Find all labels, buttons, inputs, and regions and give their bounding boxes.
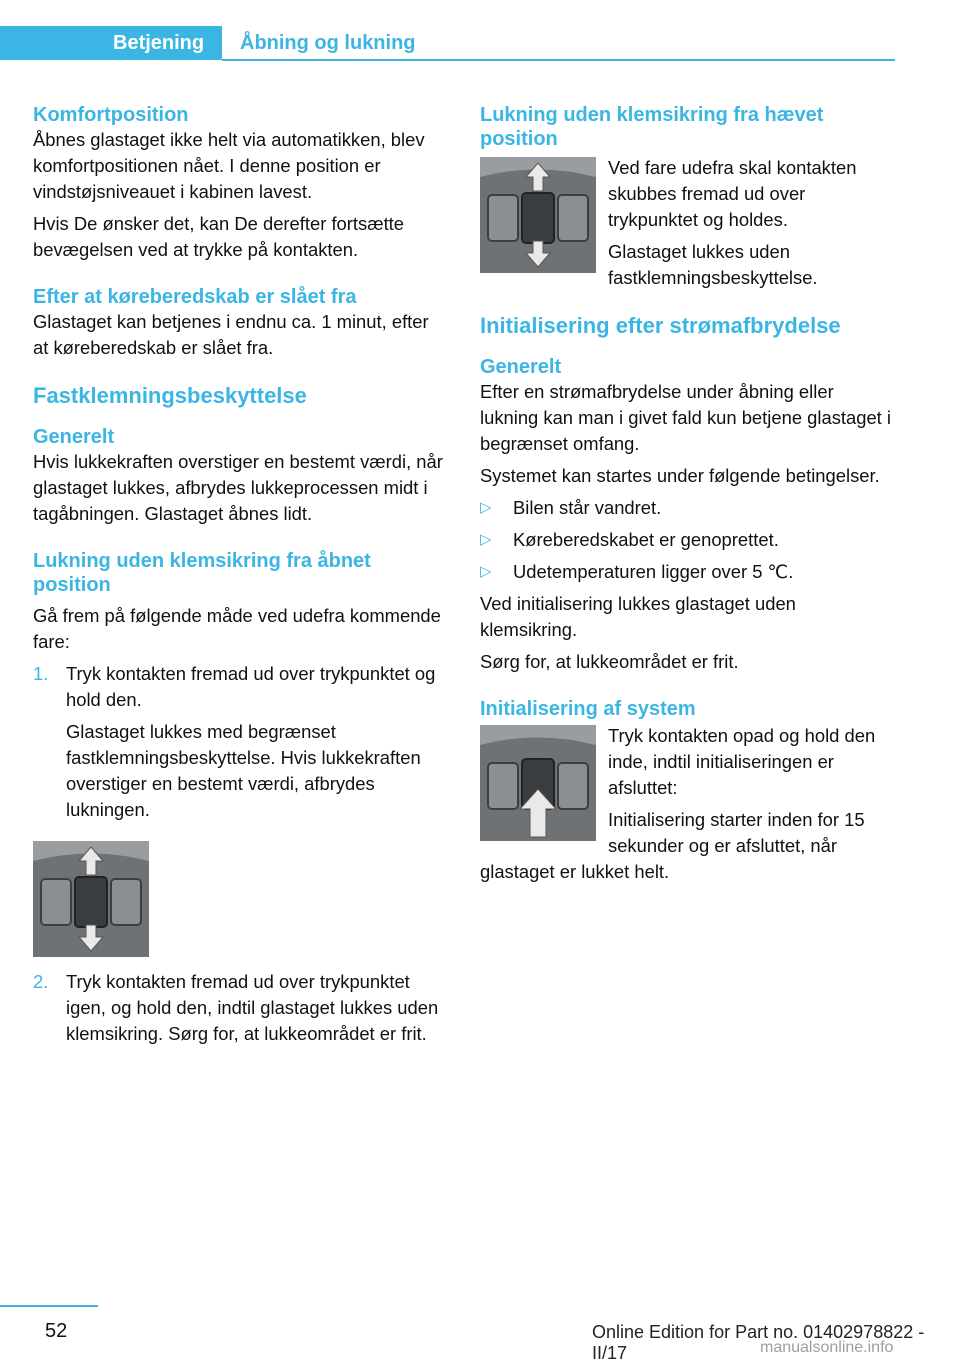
komfort-heading: Komfortposition: [33, 104, 189, 126]
fast-heading: Fastklemningsbeskyttelse: [33, 383, 307, 408]
step-1: [33, 661, 447, 823]
footer-rule: [0, 1305, 98, 1307]
triangle-right-icon: ▷: [480, 531, 492, 548]
step-2: [33, 969, 447, 1047]
system-heading: Initialisering af system: [480, 698, 696, 720]
roof-switch-icon: [480, 157, 596, 273]
roof-switch-icon: [480, 725, 596, 841]
edition-note: Online Edition for Part no. 01402978822 - II/17: [592, 1322, 925, 1363]
fast-subheading: Generelt: [33, 426, 115, 448]
step-text: Tryk kontakten fremad ud over trykpunktet og hold den.: [66, 663, 436, 710]
haevet-p2: Glastaget lukkes uden fastklemningsbeskyttelse.: [608, 241, 818, 288]
efter-heading: Efter at køreberedskab er slået fra: [33, 286, 357, 308]
watermark: manualsonline.info: [760, 1339, 894, 1356]
aabnet-steps: [33, 661, 447, 823]
system-p1: Tryk kontakten opad og hold den inde, indtil initialiseringen er afsluttet:: [608, 725, 876, 798]
triangle-right-icon: ▷: [480, 563, 492, 580]
page-number: 52: [45, 1320, 68, 1342]
page-header: [0, 26, 895, 60]
chapter-tab: Betjening: [0, 26, 222, 60]
header-rule: [222, 59, 895, 61]
init-conditions: [480, 495, 894, 585]
step-text-2: Glastaget lukkes med begrænset fastklemningsbeskyttelse. Hvis lukkekraften overstiger en bestemt værdi, afbrydes lukningen.: [66, 721, 421, 820]
aabnet-intro: Gå frem på følgende måde ved udefra kommende fare:: [33, 605, 441, 652]
switch-illustration-up: [480, 725, 596, 841]
section-title: Åbning og lukning: [240, 32, 416, 54]
aabnet-heading: Lukning uden klemsikring fra åbnet position: [33, 550, 371, 596]
komfort-p1: Åbnes glastaget ikke helt via automatikken, blev komfortpositionen nået. I denne position er vindstøjsniveauet i kabinen lavest.: [33, 129, 425, 202]
init-p4: Sørg for, at lukkeområdet er frit.: [480, 651, 739, 672]
init-subheading: Generelt: [480, 356, 562, 378]
system-p2: Initialisering starter inden for 15 sekunder og er afsluttet, når glastaget er lukket helt.: [480, 809, 865, 882]
triangle-right-icon: ▷: [480, 499, 492, 516]
roof-switch-icon: [33, 841, 149, 957]
switch-illustration-up-down: [33, 841, 149, 957]
aabnet-steps-cont: [33, 969, 447, 1047]
haevet-heading: Lukning uden klemsikring fra hævet position: [480, 104, 824, 150]
init-p2: Systemet kan startes under følgende betingelser.: [480, 465, 880, 486]
init-p1: Efter en strømafbrydelse under åbning eller lukning kan man i givet fald kun betjene glastaget i begrænset omfang.: [480, 381, 891, 454]
fast-p1: Hvis lukkekraften overstiger en bestemt værdi, når glastaget lukkes, afbrydes lukkeprocessen midt i tagåbningen. Glastaget åbnes lidt.: [33, 451, 443, 524]
init-heading: Initialisering efter strømafbrydelse: [480, 313, 841, 338]
init-p3: Ved initialisering lukkes glastaget uden klemsikring.: [480, 593, 796, 640]
left-column: [33, 103, 447, 1047]
condition-item: ▷ Bilen står vandret.: [480, 495, 894, 521]
step-number: 1.: [33, 663, 49, 684]
system-block: [480, 723, 894, 885]
right-column: [480, 103, 894, 885]
haevet-p1: Ved fare udefra skal kontakten skubbes fremad ud over trykpunktet og holdes.: [608, 157, 857, 230]
efter-p1: Glastaget kan betjenes i endnu ca. 1 minut, efter at køreberedskab er slået fra.: [33, 311, 429, 358]
condition-item: ▷ Udetemperaturen ligger over 5 ℃.: [480, 559, 894, 585]
komfort-p2: Hvis De ønsker det, kan De derefter fortsætte bevægelsen ved at trykke på kontakten.: [33, 213, 405, 260]
condition-item: ▷ Køreberedskabet er genoprettet.: [480, 527, 894, 553]
switch-illustration-forward: [480, 157, 596, 273]
haevet-block: [480, 155, 894, 291]
step-text: Tryk kontakten fremad ud over trykpunktet igen, og hold den, indtil glastaget lukkes uden klemsikring. Sørg for, at lukkeområdet er frit.: [66, 971, 439, 1044]
step-number: 2.: [33, 971, 49, 992]
